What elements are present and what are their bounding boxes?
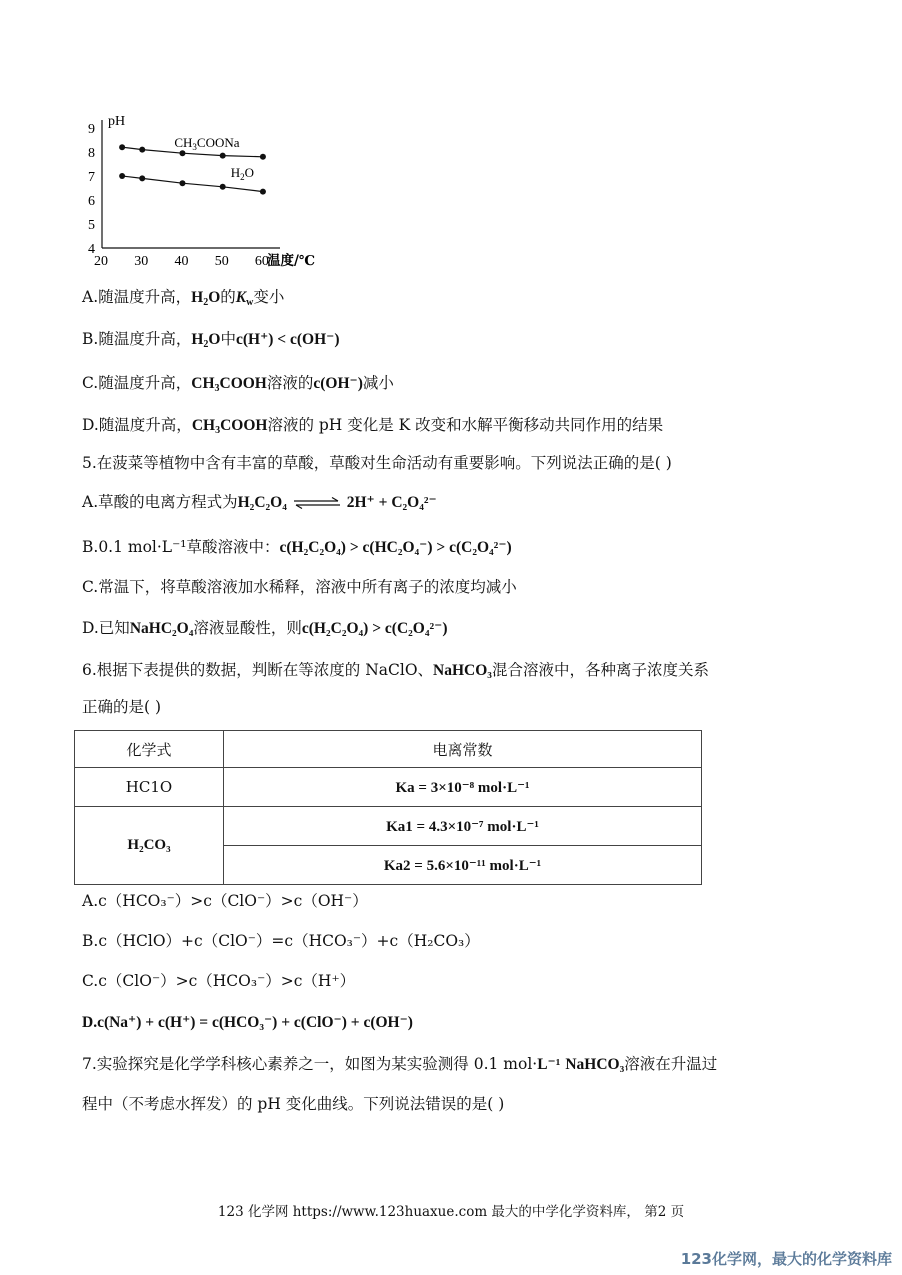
- q5-option-b[interactable]: B.0.1 mol·L⁻¹草酸溶液中：c(H₂C₂O₄) > c(HC₂O₄⁻) > c(C₂O₄²⁻): [82, 538, 512, 556]
- data-point: [119, 144, 125, 150]
- q6-option-c[interactable]: C.c（ClO⁻）>c（HCO₃⁻）>c（H⁺）: [82, 972, 356, 990]
- data-point: [220, 153, 226, 159]
- y-tick-label: 7: [88, 170, 95, 185]
- data-point: [260, 154, 266, 160]
- table-cell-h2co3-ka2: Ka2 = 5.6×10⁻¹¹ mol·L⁻¹: [224, 846, 702, 885]
- data-point: [139, 147, 145, 153]
- q5-option-d[interactable]: D.已知NaHC₂O₄溶液显酸性，则c(H₂C₂O₄) > c(C₂O₄²⁻): [82, 619, 448, 637]
- chart-series: [119, 135, 266, 194]
- y-axis-label: pH: [108, 114, 126, 129]
- data-point: [179, 150, 185, 156]
- data-point: [139, 175, 145, 181]
- x-tick-label: 30: [134, 254, 149, 269]
- table-cell-h2co3-ka1: Ka1 = 4.3×10⁻⁷ mol·L⁻¹: [224, 807, 702, 846]
- table-header-constant: 电离常数: [224, 731, 702, 768]
- q5-stem: 5.在菠菜等植物中含有丰富的草酸，草酸对生命活动有重要影响。下列说法正确的是( ): [82, 454, 672, 472]
- q4-option-c[interactable]: C.随温度升高，$CH_3COOH$溶液的c(OH⁻)减小: [82, 374, 394, 394]
- q4-option-a[interactable]: A.随温度升高，$H_2O$的$K_w$变小: [82, 288, 285, 308]
- table-cell-h2co3: H₂CO₃: [75, 807, 224, 885]
- data-point: [179, 180, 185, 186]
- y-tick-label: 4: [88, 242, 95, 257]
- q7-stem-line1: 7.实验探究是化学学科核心素养之一，如图为某实验测得 0.1 mol·L⁻¹ NaHCO₃溶液在升温过: [82, 1055, 718, 1073]
- y-tick-label: 6: [88, 194, 95, 209]
- q6-option-b[interactable]: B.c（HClO）+c（ClO⁻）=c（HCO₃⁻）+c（H₂CO₃）: [82, 932, 480, 950]
- series-label: $H_2O$: [230, 164, 255, 182]
- ionization-constant-table: [74, 730, 702, 885]
- x-tick-label: 40: [174, 254, 189, 269]
- q5-option-c[interactable]: C.常温下，将草酸溶液加水稀释，溶液中所有离子的浓度均减小: [82, 578, 517, 596]
- ph-temperature-chart: [80, 108, 340, 273]
- table-cell-hclo: HC1O: [75, 768, 224, 807]
- q6-stem-line1: 6.根据下表提供的数据，判断在等浓度的 NaClO、NaHCO₃混合溶液中，各种离子浓度关系: [82, 661, 709, 679]
- table-header-formula: 化学式: [75, 731, 224, 768]
- x-tick-label: 60: [254, 254, 269, 269]
- page-footer: 123 化学网 https://www.123huaxue.com 最大的中学化学资料库， 第2 页: [217, 1204, 685, 1220]
- x-tick-label: 50: [214, 254, 229, 269]
- q7-stem-line2: 程中（不考虑水挥发）的 pH 变化曲线。下列说法错误的是( ): [82, 1095, 505, 1113]
- data-point: [220, 184, 226, 190]
- data-point: [260, 189, 266, 195]
- q5-option-a[interactable]: A.草酸的电离方程式为H₂C₂O₄ 2H⁺ + C₂O₄²⁻: [82, 493, 437, 511]
- q4-option-d[interactable]: D.随温度升高，$CH_3COOH$溶液的 pH 变化是 K 改变和水解平衡移动共同作用的结果: [82, 416, 664, 436]
- q6-option-d[interactable]: D.c(Na⁺) + c(H⁺) = c(HCO₃⁻) + c(ClO⁻) + c(OH⁻): [82, 1014, 413, 1031]
- site-watermark: 123化学网，最大的化学资料库: [680, 1250, 892, 1268]
- table-cell-hclo-ka: Ka = 3×10⁻⁸ mol·L⁻¹: [224, 768, 702, 807]
- y-tick-label: 5: [88, 218, 95, 233]
- x-tick-label: 20: [94, 254, 108, 269]
- y-tick-label: 8: [88, 146, 95, 161]
- q6-option-a[interactable]: A.c（HCO₃⁻）>c（ClO⁻）>c（OH⁻）: [82, 892, 368, 910]
- equilibrium-arrow-icon: [292, 497, 342, 509]
- q6-stem-line2: 正确的是( ): [82, 698, 162, 716]
- x-axis-label: 温度/℃: [267, 253, 316, 269]
- y-tick-label: 9: [88, 122, 95, 137]
- series-label: $CH_3COONa$: [174, 135, 240, 153]
- q4-option-b[interactable]: B.随温度升高，$H_2O$中c(H⁺) < c(OH⁻): [82, 330, 340, 350]
- data-point: [119, 173, 125, 179]
